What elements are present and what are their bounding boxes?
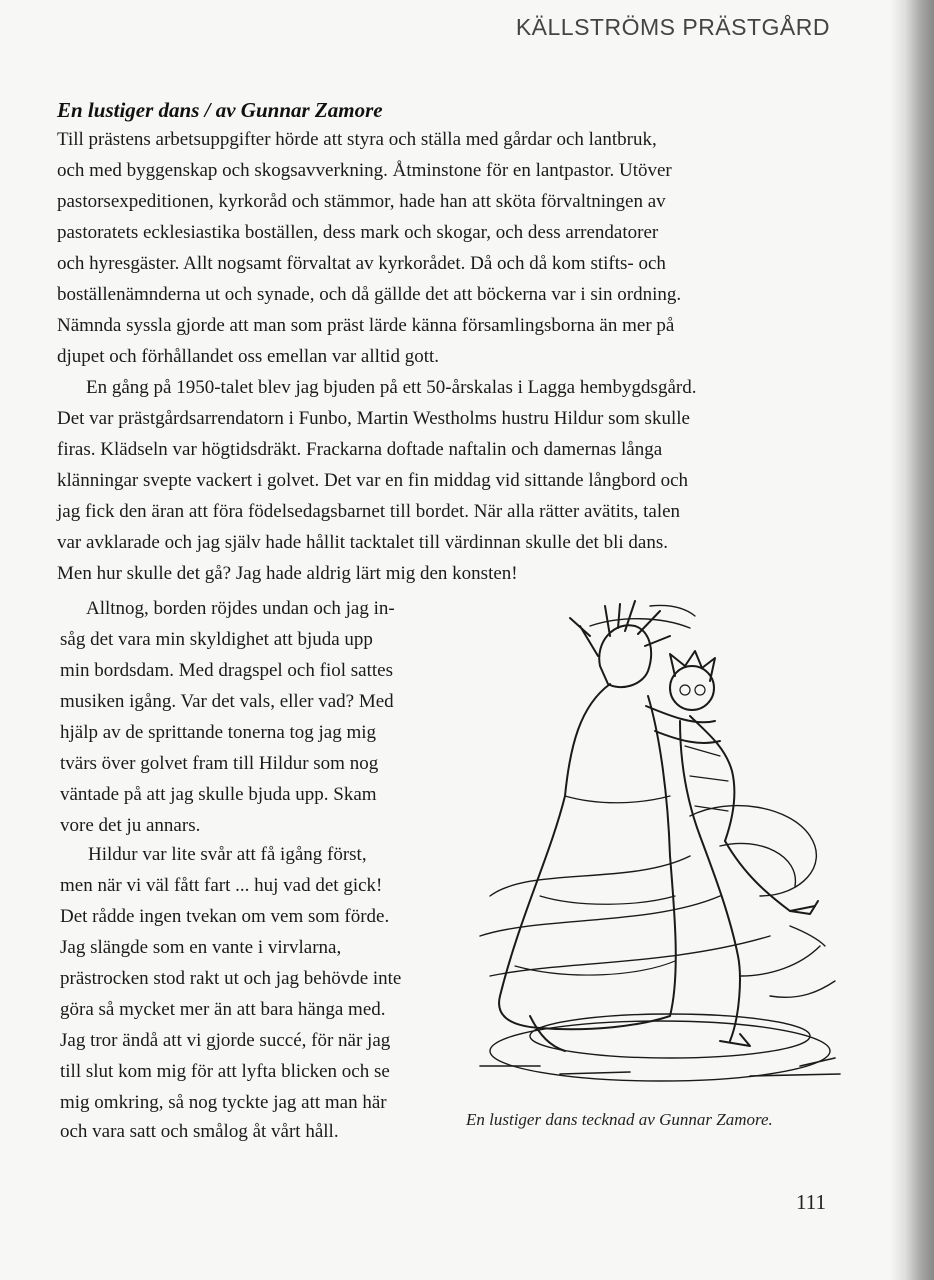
text-line: till slut kom mig för att lyfta blicken och se: [60, 1061, 390, 1082]
running-head: KÄLLSTRÖMS PRÄSTGÅRD: [515, 14, 830, 40]
text-line: Nämnda syssla gjorde att man som präst lärde känna församlingsborna än mer på: [57, 315, 675, 336]
text-line: pastoratets ecklesiastika boställen, dess mark och skogar, och dess arrendatorer: [57, 222, 659, 243]
article-title: En lustiger dans / av Gunnar Zamore: [57, 98, 383, 122]
text-line: firas. Klädseln var högtidsdräkt. Frackarna doftade naftalin och damernas långa: [57, 439, 663, 460]
text-line: väntade på att jag skulle bjuda upp. Skam: [60, 784, 377, 805]
text-line: hjälp av de sprittande tonerna tog jag mig: [60, 722, 377, 743]
motion-swirls: [480, 605, 835, 1081]
page-number: 111: [796, 1190, 826, 1214]
page-edge-shadow: [890, 0, 934, 1280]
text-line: såg det vara min skyldighet att bjuda upp: [60, 629, 373, 650]
text-line: musiken igång. Var det vals, eller vad? Med: [60, 691, 394, 712]
text-line: Jag slängde som en vante i virvlarna,: [60, 937, 342, 958]
floor-strokes: [480, 1058, 840, 1076]
text-line: vore det ju annars.: [60, 815, 201, 836]
text-line: och vara satt och smålog åt vårt håll.: [60, 1121, 339, 1142]
text-line: boställenämnderna ut och synade, och då gällde det att böckerna var i sin ordning.: [57, 284, 682, 305]
text-line: och hyresgäster. Allt nogsamt förvaltat av kyrkorådet. Då och då kom stifts- och: [57, 253, 666, 274]
text-line: Alltnog, borden röjdes undan och jag in-: [86, 598, 395, 619]
text-line: klänningar svepte vackert i golvet. Det var en fin middag vid sittande långbord och: [57, 470, 689, 491]
text-line: Men hur skulle det gå? Jag hade aldrig lärt mig den konsten!: [57, 563, 518, 584]
text-line: Hildur var lite svår att få igång först,: [88, 844, 367, 865]
text-line: men när vi väl fått fart ... huj vad det gick!: [60, 875, 383, 896]
text-line: Till prästens arbetsuppgifter hörde att styra och ställa med gårdar och lantbruk,: [57, 129, 657, 150]
woman-figure: [499, 601, 720, 1051]
text-line: Det rådde ingen tvekan om vem som förde.: [60, 906, 390, 927]
text-line: var avklarade och jag själv hade hållit tacktalet till värdinnan skulle det bli dans.: [57, 532, 668, 553]
text-line: tvärs över golvet fram till Hildur som nog: [60, 753, 379, 774]
text-line: djupet och förhållandet oss emellan var alltid gott.: [57, 346, 440, 367]
text-line: Det var prästgårdsarrendatorn i Funbo, Martin Westholms hustru Hildur som skulle: [57, 408, 690, 429]
text-line: och med byggenskap och skogsavverkning. Åtminstone för en lantpastor. Utöver: [57, 160, 672, 181]
text-line: göra så mycket mer än att bara hänga med.: [60, 999, 386, 1020]
text-line: En gång på 1950-talet blev jag bjuden på ett 50-årskalas i Lagga hembygdsgård.: [86, 377, 697, 398]
man-figure: [670, 651, 818, 1046]
text-line: pastorsexpeditionen, kyrkoråd och stämmor, hade han att sköta förvaltningen av: [57, 191, 666, 212]
illustration-caption: En lustiger dans tecknad av Gunnar Zamore.: [466, 1110, 773, 1129]
text-line: prästrocken stod rakt ut och jag behövde inte: [60, 968, 402, 989]
text-line: jag fick den äran att föra födelsedagsbarnet till bordet. När alla rätter avätits, talen: [57, 501, 681, 522]
dancing-couple-illustration: [470, 596, 850, 1104]
text-line: Jag tror ändå att vi gjorde succé, för när jag: [60, 1030, 391, 1051]
text-line: mig omkring, så nog tyckte jag att man här: [60, 1092, 387, 1113]
text-line: min bordsdam. Med dragspel och fiol sattes: [60, 660, 393, 681]
